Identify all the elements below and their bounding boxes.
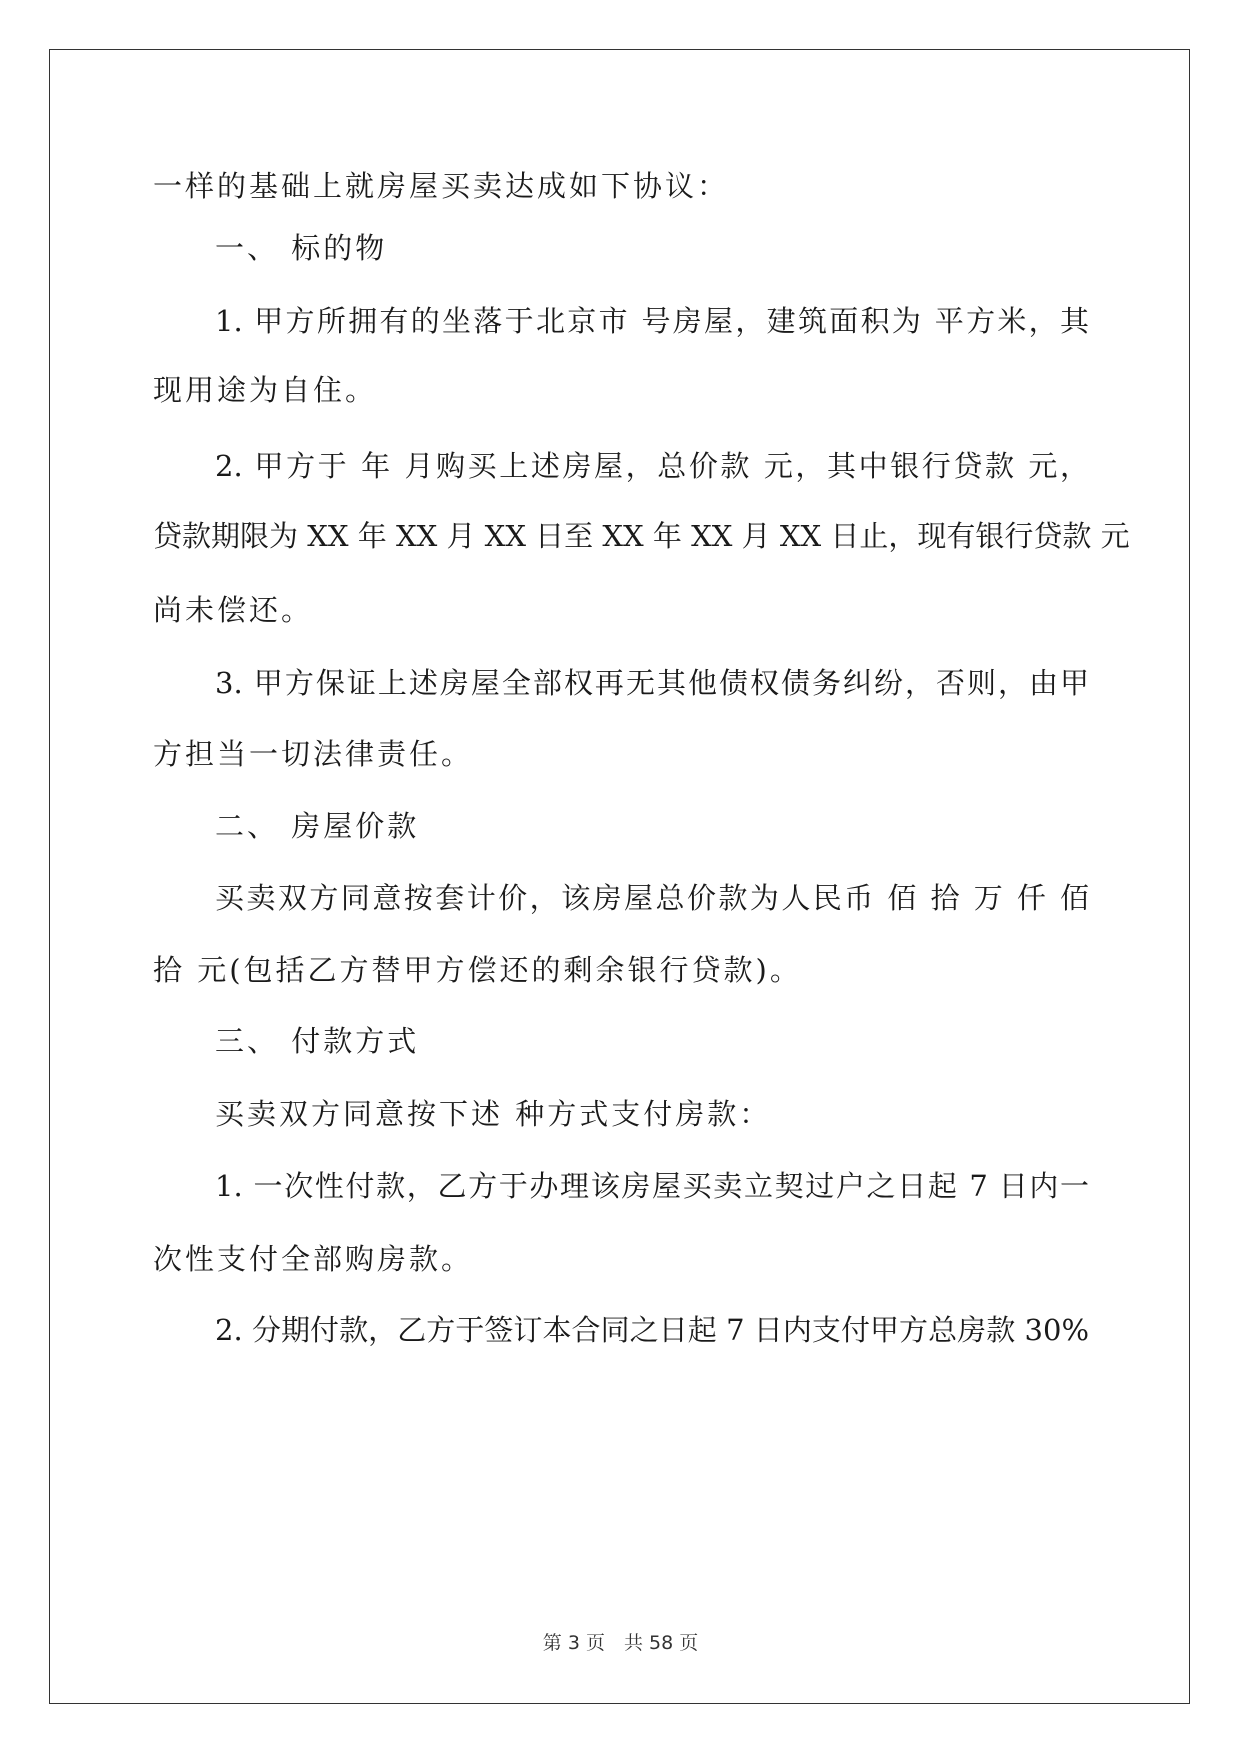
text-line: 贷款期限为 XX 年 XX 月 XX 日至 XX 年 XX 月 XX 日止，现有银行贷款 元 xyxy=(153,519,1130,553)
text-line: 2. 分期付款，乙方于签订本合同之日起 7 日内支付甲方总房款 30% xyxy=(215,1313,1089,1347)
page-number: 第 3 页 共 58 页 xyxy=(542,1632,699,1654)
text-line: 3. 甲方保证上述房屋全部权再无其他债权债务纠纷，否则，由甲 xyxy=(215,666,1089,700)
section-heading: 三、 付款方式 xyxy=(215,1024,420,1058)
text-line: 尚未偿还。 xyxy=(153,593,314,627)
text-line: 次性支付全部购房款。 xyxy=(153,1242,474,1276)
text-line: 2. 甲方于 年 月购买上述房屋，总价款 元，其中银行贷款 元， xyxy=(215,449,1089,483)
text-line: 拾 元(包括乙方替甲方偿还的剩余银行贷款)。 xyxy=(153,953,802,987)
text-line: 1. 甲方所拥有的坐落于北京市 号房屋，建筑面积为 平方米，其 xyxy=(215,304,1089,338)
section-heading: 一、 标的物 xyxy=(215,231,388,265)
text-line: 1. 一次性付款，乙方于办理该房屋买卖立契过户之日起 7 日内一 xyxy=(215,1169,1089,1203)
text-line: 买卖双方同意按下述 种方式支付房款： xyxy=(215,1097,772,1131)
text-line: 一样的基础上就房屋买卖达成如下协议： xyxy=(153,169,730,203)
text-line: 方担当一切法律责任。 xyxy=(153,737,474,771)
section-heading: 二、 房屋价款 xyxy=(215,809,420,843)
page-border xyxy=(49,49,1190,1704)
text-line: 买卖双方同意按套计价，该房屋总价款为人民币 佰 拾 万 仟 佰 xyxy=(215,881,1089,915)
text-line: 现用途为自住。 xyxy=(153,373,378,407)
